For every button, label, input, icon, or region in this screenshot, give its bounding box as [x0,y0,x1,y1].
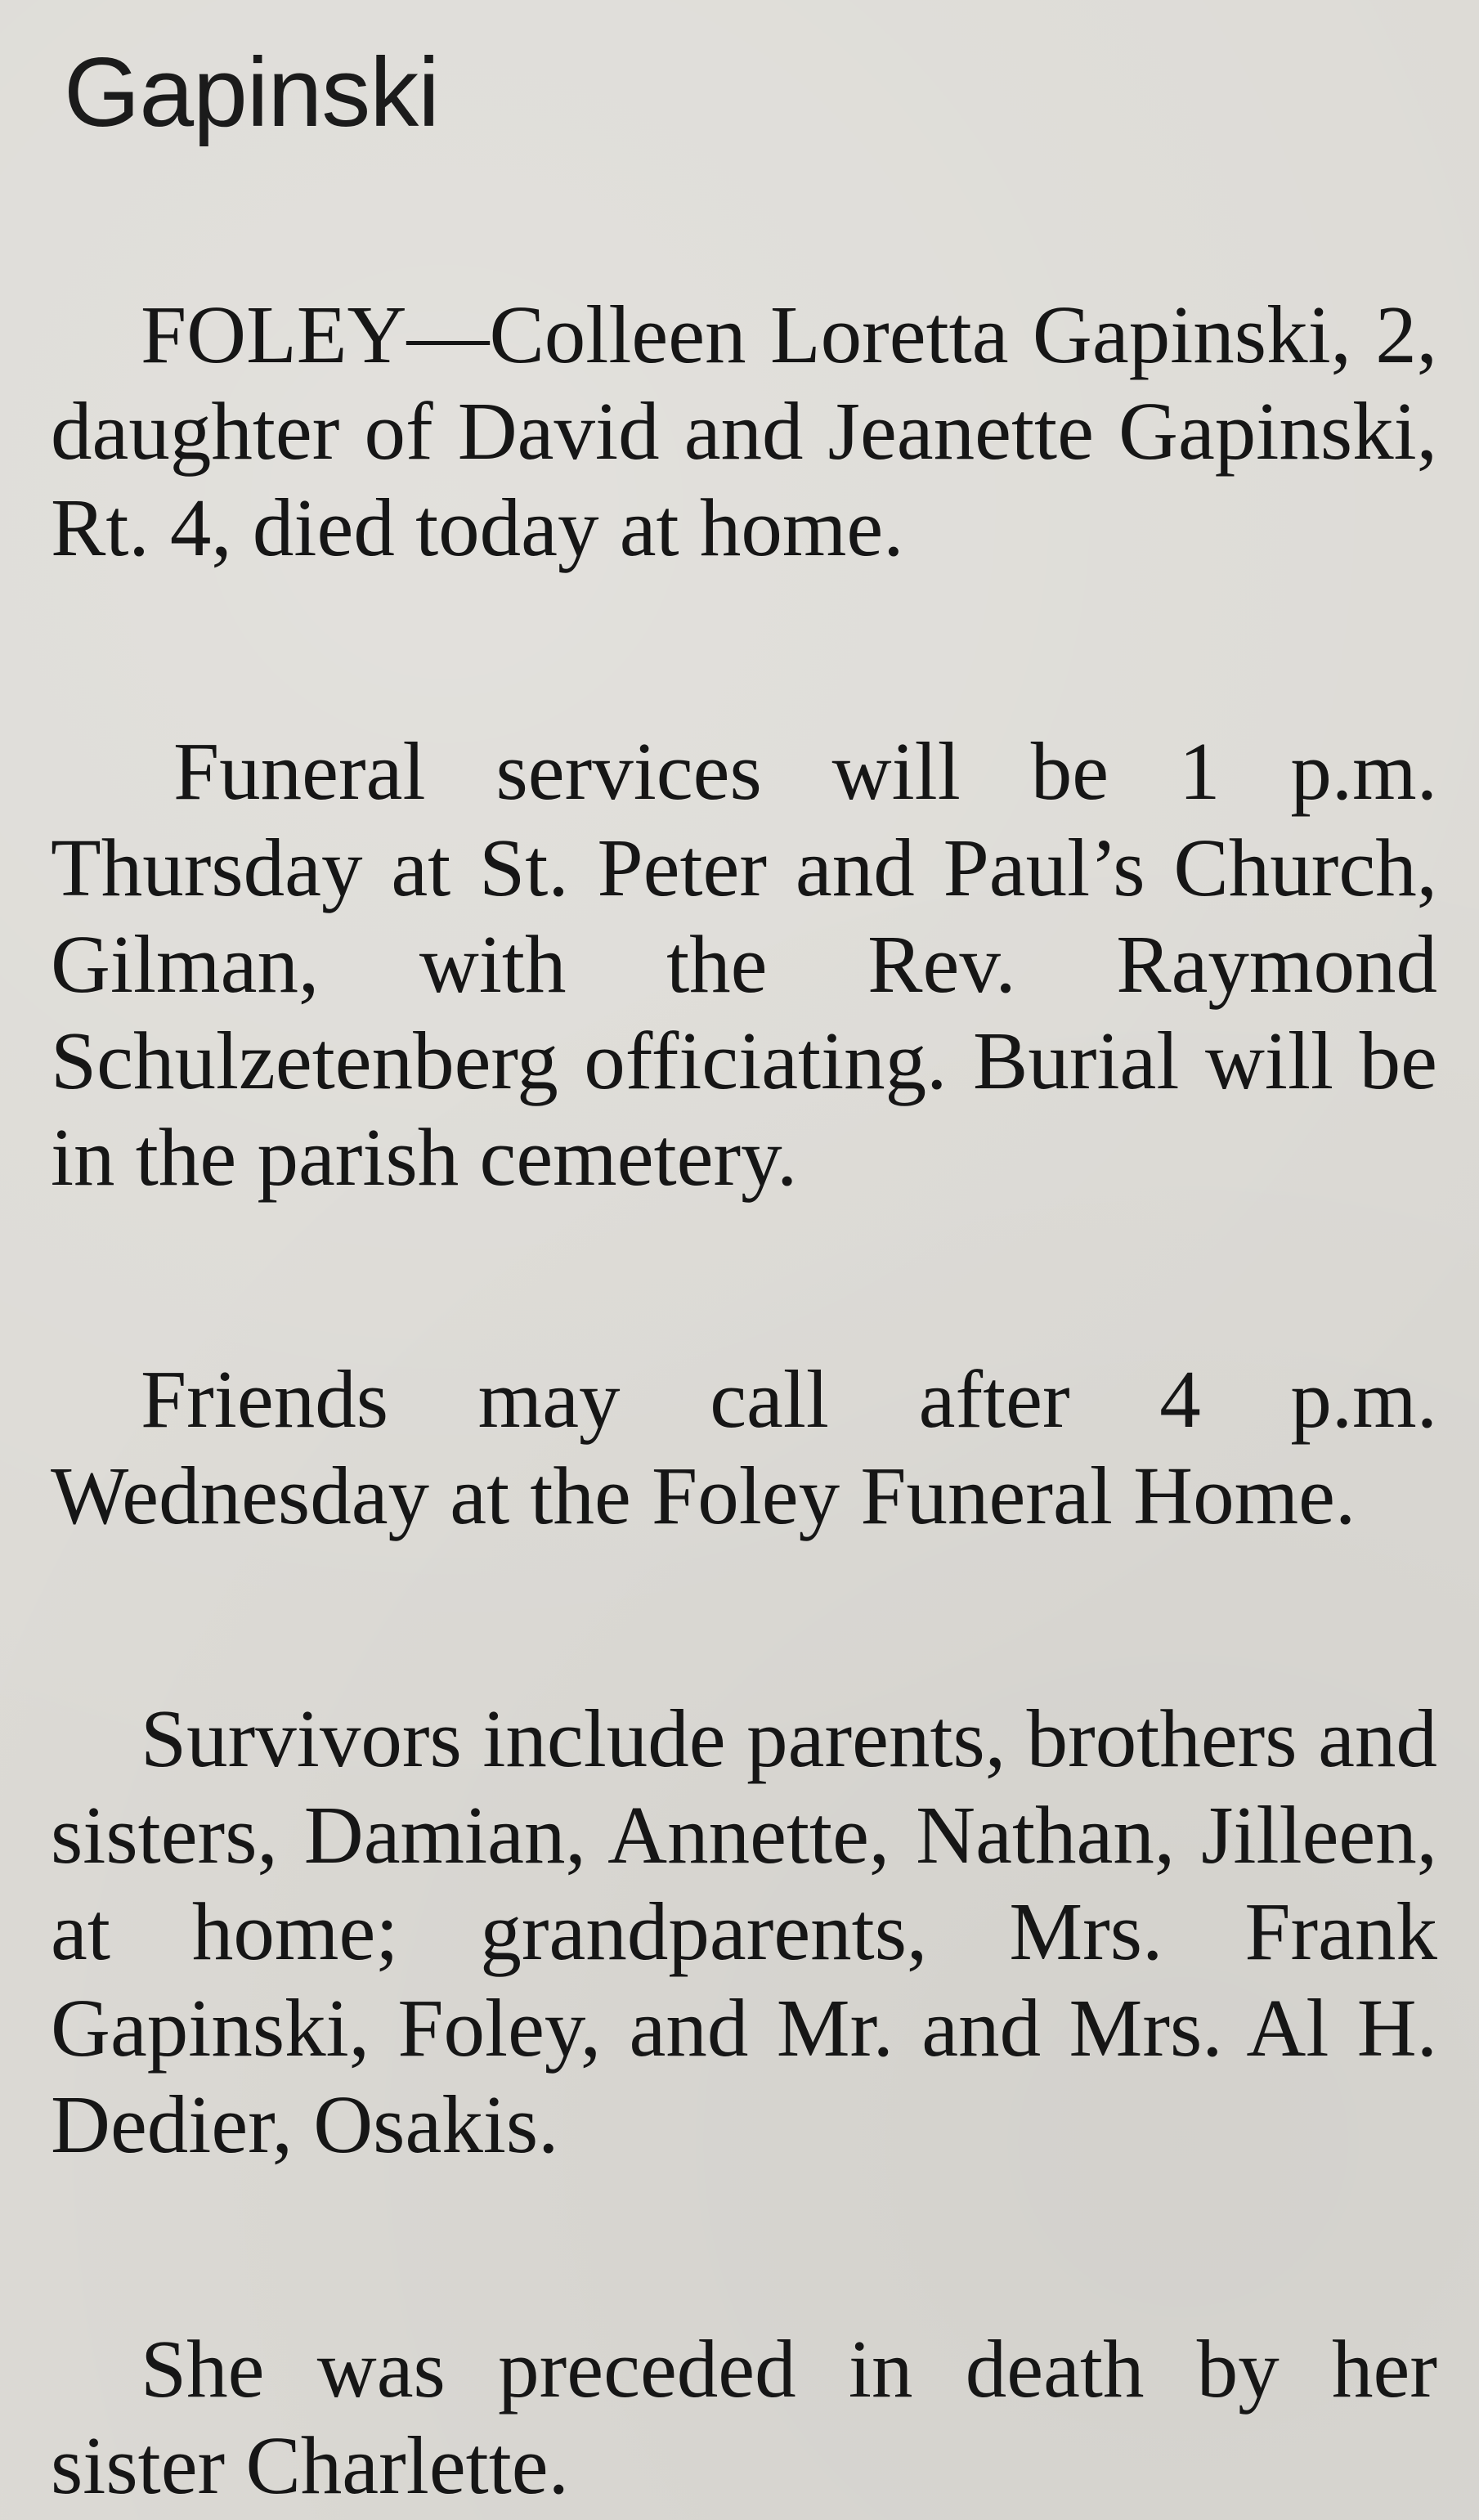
obituary-paragraph-death-notice: FOLEY—Colleen Loretta Gapinski, 2, daughter of David and Jeanette Gapinski, Rt. 4, died today at home. [51,289,1437,573]
obituary-headline: Gapinski [64,38,439,147]
obituary-paragraph-visitation: Friends may call after 4 p.m. Wednesday at the Foley Funeral Home. [51,1353,1437,1541]
obituary-paragraph-preceded-in-death: She was preceded in death by her sister Charlette. [51,2323,1437,2511]
obituary-paragraph-funeral-services: Funeral services will be 1 p.m. Thursday at St. Peter and Paul’s Church, Gilman, with the Rev. Raymond Schulzetenberg officiating. Burial will be in the parish cemetery. [51,725,1437,1203]
obituary-paragraph-survivors: Survivors include parents, brothers and sisters, Damian, Annette, Nathan, Jilleen, at home; grandparents, Mrs. Frank Gapinski, Foley, and Mr. and Mrs. Al H. Dedier, Osakis. [51,1693,1437,2170]
